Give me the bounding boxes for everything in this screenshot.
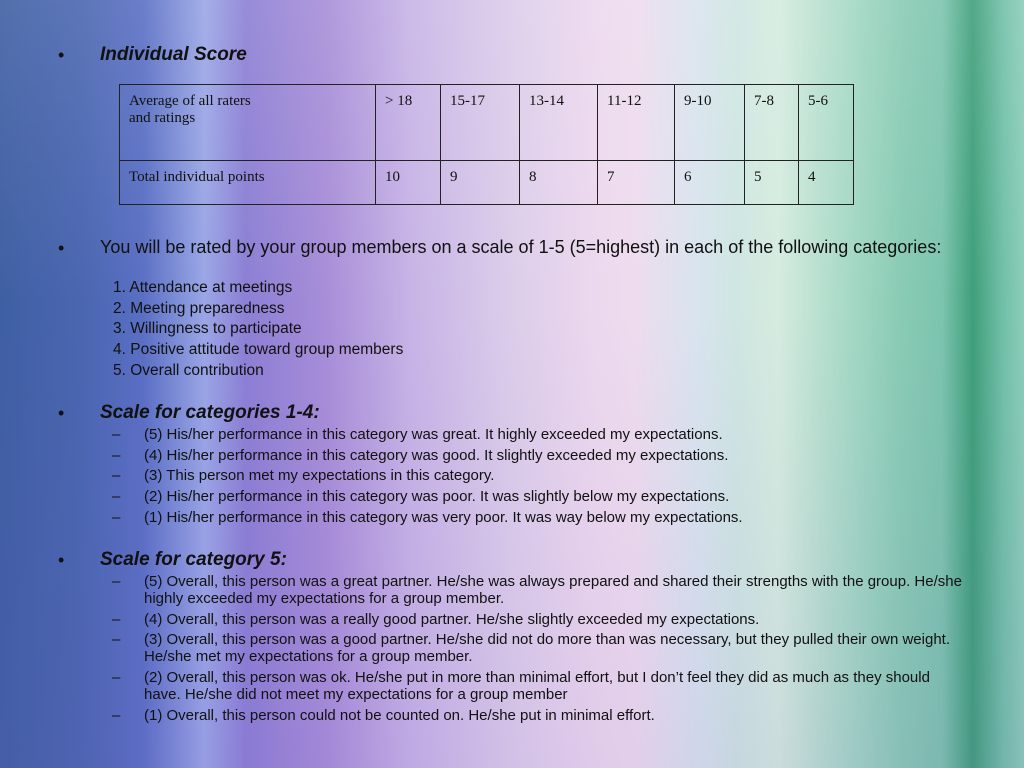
bullet-icon: • [58, 403, 65, 423]
rating-intro-row [58, 238, 960, 258]
list-item [112, 467, 972, 484]
scale-1-4-row [58, 403, 320, 423]
table-cell [675, 85, 745, 161]
table-cell [441, 85, 520, 161]
table-cell [598, 161, 675, 205]
dash-icon: – [112, 426, 121, 443]
cell-text: 5 [754, 169, 762, 185]
scale-5-row [58, 550, 287, 570]
cell-text: 9-10 [684, 93, 712, 109]
individual-score-heading: Individual Score [100, 44, 247, 65]
list-item-text: (1) Overall, this person could not be counted on. He/she put in minimal effort. [144, 706, 655, 724]
list-item: 1. Attendance at meetings [113, 279, 293, 296]
table-row [120, 161, 854, 205]
cell-text: > 18 [385, 93, 413, 109]
table-cell [799, 161, 854, 205]
list-item [112, 707, 972, 724]
list-item-text: (1) His/her performance in this category was very poor. It was way below my expectations. [144, 508, 743, 526]
list-item-text: (2) Overall, this person was ok. He/she put in more than minimal effort, but I don’t feel they did as much as they should have. He/she did not meet my expectations for a group member [144, 669, 930, 704]
list-item [112, 631, 972, 665]
list-item: 3. Willingness to participate [113, 320, 302, 338]
scale-5-list [112, 573, 972, 727]
list-item [112, 509, 972, 526]
list-item-text: (4) His/her performance in this category was good. It slightly exceeded my expectations. [144, 446, 729, 464]
table-cell [120, 85, 376, 161]
category-list [113, 278, 403, 382]
bullet-icon: • [58, 238, 65, 258]
scale-5-heading: Scale for category 5: [100, 549, 287, 570]
cell-text: 6 [684, 169, 692, 185]
dash-icon: – [112, 467, 121, 485]
table-cell [520, 161, 598, 205]
list-item [112, 669, 972, 703]
list-item [112, 611, 972, 628]
score-table [119, 84, 854, 205]
list-item-text: (3) This person met my expectations in this category. [144, 467, 495, 485]
dash-icon: – [112, 631, 121, 649]
cell-text: 15-17 [450, 93, 485, 109]
list-item [112, 573, 972, 607]
table-row [120, 85, 854, 161]
table-cell [376, 85, 441, 161]
list-item: 2. Meeting preparedness [113, 299, 285, 317]
list-item-text: (5) His/her performance in this category was great. It highly exceeded my expectations. [144, 426, 723, 443]
cell-text: Total individual points [129, 169, 265, 185]
list-item-text: (2) His/her performance in this category was poor. It was slightly below my expectations. [144, 488, 730, 506]
list-item: 4. Positive attitude toward group members [113, 341, 404, 359]
rating-intro-text: You will be rated by your group members on a scale of 1-5 (5=highest) in each of the following categories: [100, 237, 942, 257]
individual-score-row [58, 45, 247, 65]
cell-text: 7 [607, 169, 615, 185]
list-item [112, 426, 972, 443]
list-item-text: (4) Overall, this person was a really good partner. He/she slightly exceeded my expectations. [144, 610, 760, 628]
table-cell [799, 85, 854, 161]
table-cell [745, 85, 799, 161]
cell-text: 9 [450, 169, 458, 185]
dash-icon: – [112, 669, 121, 687]
table-cell [376, 161, 441, 205]
table-cell [520, 85, 598, 161]
list-item [112, 447, 972, 464]
cell-text: 4 [808, 169, 816, 185]
cell-text: 7-8 [754, 93, 774, 109]
dash-icon: – [112, 488, 121, 506]
cell-text: Average of all raters and ratings [129, 93, 251, 126]
list-item: 5. Overall contribution [113, 361, 264, 379]
cell-text: 11-12 [607, 93, 642, 109]
dash-icon: – [112, 446, 121, 464]
table-cell [120, 161, 376, 205]
bullet-icon: • [58, 45, 65, 65]
dash-icon: – [112, 508, 121, 526]
dash-icon: – [112, 706, 121, 724]
scale-1-4-heading: Scale for categories 1-4: [100, 402, 320, 423]
table-cell [598, 85, 675, 161]
scale-1-4-list [112, 426, 972, 529]
cell-text: 5-6 [808, 93, 828, 109]
cell-text: 8 [529, 169, 537, 185]
dash-icon: – [112, 610, 121, 628]
list-item-text: (3) Overall, this person was a good partner. He/she did not do more than was necessary, but they pulled their own weight. He/she met my expectations for a group member. [144, 631, 950, 666]
list-item-text: (5) Overall, this person was a great partner. He/she was always prepared and shared their strengths with the group. He/she highly exceeded my expectations for a group member. [144, 573, 962, 607]
list-item [112, 488, 972, 505]
cell-text: 10 [385, 169, 400, 185]
table-cell [745, 161, 799, 205]
table-cell [675, 161, 745, 205]
cell-text: 13-14 [529, 93, 564, 109]
bullet-icon: • [58, 550, 65, 570]
dash-icon: – [112, 573, 121, 590]
table-cell [441, 161, 520, 205]
